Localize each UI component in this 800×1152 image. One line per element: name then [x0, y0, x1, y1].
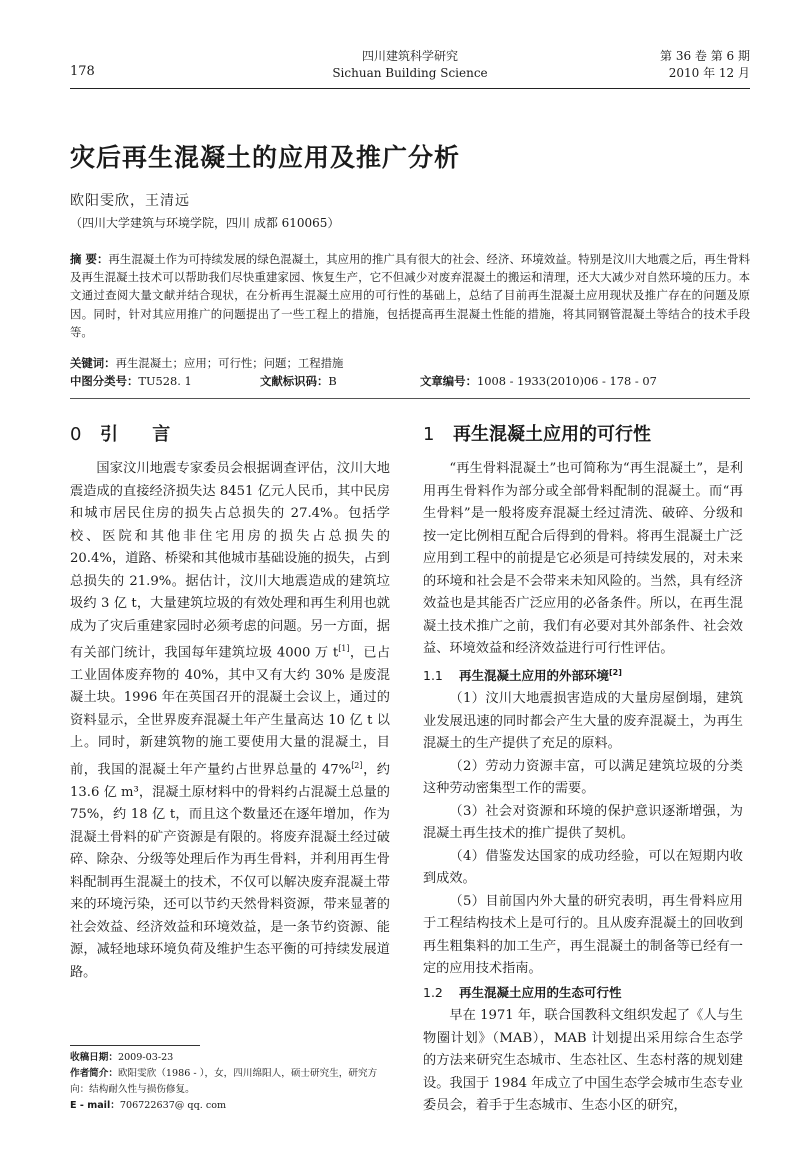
header-rule	[70, 88, 750, 89]
footnotes	[70, 1050, 390, 1114]
section-0-heading	[70, 424, 390, 454]
journal-name-en: Sichuan Building Science	[332, 66, 488, 80]
document-code	[260, 373, 337, 389]
author-bio-text: 欧阳雯欣（1986 - ），女，四川绵阳人，硕士研究生，研究方向：结构耐久性与损伤修复。	[70, 1068, 378, 1095]
article-number	[420, 373, 657, 389]
author-email	[70, 1098, 390, 1114]
abstract	[70, 250, 750, 341]
subsection-1-2-heading	[423, 982, 743, 1005]
doc-code-label: 文献标识码：	[260, 374, 329, 388]
section-0-title: 引 言	[100, 424, 185, 445]
subsection-1-2-text: 早在 1971 年，联合国教科文组织发起了《人与生物圈计划》（MAB），MAB 计划提出采用综合生态学的方法来研究生态城市、生态社区、生态村落的规划建设。我国于 1984 年成立了中国生态学会城市生态专业委员会，着手于生态城市、生态小区的研究，	[423, 1008, 743, 1114]
citation-ref: [2]	[351, 760, 363, 770]
journal-name-cn: 四川建筑科学研究	[361, 49, 458, 63]
abstract-rule	[70, 398, 750, 399]
para-part-3: ，约 13.6 亿 m³，混凝土原材料中的骨料约占混凝土总量的 75%，约 18 亿 t，而且这个数量还在逐年增加，作为混凝土骨料的矿产资源是有限的。将废弃混凝土经过破碎、除杂、分级等处理后作为再生骨料，并利用再生骨料配制再生混凝土的技术，不仅可以解决废弃混凝土带来的环境污染，还可以节约天然骨料资源，带来显著的社会效益、经济效益和环境效益，是一条节约资源、能源，减轻地球环境负荷及维护生态平衡的可持续发展道路。	[70, 762, 390, 980]
subsection-1-2-number: 1.2	[423, 984, 443, 1000]
list-item: （2）劳动力资源丰富，可以满足建筑垃圾的分类这种劳动密集型工作的需要。	[423, 758, 743, 797]
right-column	[423, 424, 743, 1118]
section-1-heading	[423, 424, 743, 454]
email-label: E - mail：	[70, 1100, 120, 1111]
keywords-text: 再生混凝土；应用；可行性；问题；工程措施	[115, 356, 344, 370]
clc-value: TU528. 1	[138, 374, 192, 388]
email-value: 706722637@ qq. com	[119, 1100, 227, 1111]
received-label: 收稿日期：	[70, 1052, 118, 1063]
received-value: 2009-03-23	[117, 1052, 174, 1063]
issue-info	[660, 48, 750, 82]
para-part-1: 国家汶川地震专家委员会根据调查评估，汶川大地震造成的直接经济损失达 8451 亿元人民币，其中民房和城市居民住房的损失占总损失的 27.4%。包括学校、医院和其他非住宅用房的损失占总损失的 20.4%，道路、桥梁和其他城市基础设施的损失，占到总损失的 21.9%。据估计，汶川大地震造成的建筑垃圾约 3 亿 t，大量建筑垃圾的有效处理和再生利用也就成为了灾后重建家园时必须考虑的问题。另一方面，据有关部门统计，我国每年建筑垃圾 4000 万 t	[70, 461, 390, 661]
para-part-2: ，已占工业固体废弃物的 40%，其中又有大约 30% 是废混凝土块。1996 年在英国召开的混凝土会议上，通过的资料显示，全世界废弃混凝土年产生量高达 10 亿 t 以上。同时，新建筑物的施工要使用大量的混凝土，目前，我国的混凝土年产量约占世界总量的 47%	[70, 645, 391, 778]
list-item: （3）社会对资源和环境的保护意识逐渐增强，为混凝土再生技术的推广提供了契机。	[423, 803, 743, 842]
list-item: （5）目前国内外大量的研究表明，再生骨料应用于工程结构技术上是可行的。且从废弃混凝土的回收到再生粗集料的加工生产，再生混凝土的制备等已经有一定的应用技术指南。	[423, 893, 743, 977]
author-bio	[70, 1066, 390, 1098]
left-column	[70, 424, 390, 984]
subsection-1-1-title: 再生混凝土应用的外部环境	[459, 667, 610, 683]
list-item: （1）汶川大地震损害造成的大量房屋倒塌，建筑业发展迅速的同时都会产生大量的废弃混凝土，为再生混凝土的生产提供了充足的原料。	[423, 691, 743, 752]
citation-ref: [1]	[338, 644, 350, 653]
subsection-1-1-heading	[423, 662, 743, 688]
section-1-number: 1	[423, 424, 435, 445]
keywords	[70, 355, 750, 371]
affiliation: （四川大学建筑与环境学院，四川 成都 610065）	[70, 216, 340, 230]
keywords-label: 关键词：	[70, 356, 116, 370]
subsection-1-2-title: 再生混凝土应用的生态可行性	[459, 984, 622, 1000]
page-number: 178	[70, 64, 95, 79]
abstract-text: 再生混凝土作为可持续发展的绿色混凝土，其应用的推广具有很大的社会、经济、环境效益。特别是汶川大地震之后，再生骨料及再生混凝土技术可以帮助我们尽快重建家园、恢复生产，它不但减少对废弃混凝土的搬运和清理，还大大减少对自然环境的压力。本文通过查阅大量文献并结合现状，在分析再生混凝土应用的可行性的基础上，总结了目前再生混凝土应用现状及推广存在的问题及原因。同时，针对其应用推广的问题提出了一些工程上的措施，包括提高再生混凝土性能的措施，将其同钢管混凝土等结合的技术手段等。	[70, 252, 750, 339]
running-header	[70, 44, 750, 86]
list-item: （4）借鉴发达国家的成功经验，可以在短期内收到成效。	[423, 848, 743, 887]
article-no-value: 1008 - 1933(2010)06 - 178 - 07	[476, 374, 657, 388]
volume-issue: 第 36 卷 第 6 期	[660, 49, 750, 63]
abstract-label: 摘 要：	[70, 252, 109, 266]
section-1-title: 再生混凝土应用的可行性	[453, 424, 651, 445]
clc-number	[70, 373, 192, 389]
received-date	[70, 1050, 390, 1066]
subsection-1-1-number: 1.1	[423, 667, 443, 683]
journal-name	[70, 48, 750, 82]
section-0-number: 0	[70, 424, 82, 445]
authors: 欧阳雯欣，王清远	[70, 193, 190, 209]
article-no-label: 文章编号：	[420, 374, 477, 388]
article-title: 灾后再生混凝土的应用及推广分析	[70, 143, 461, 172]
section-1-intro: “再生骨料混凝土”也可简称为“再生混凝土”，是利用再生骨料作为部分或全部骨料配制的混凝土。而“再生骨料”是一般将废弃混凝土经过清洗、破碎、分级和按一定比例相互配合后得到的骨料。将再生混凝土广泛应用到工程中的前提是它必须是可持续发展的，对未来的环境和社会是不会带来未知风险的。当然，具有经济效益也是其能否广泛应用的必备条件。所以，在再生混凝土技术推广之前，我们有必要对其外部条件、社会效益、环境效益和经济效益进行可行性评估。	[423, 461, 743, 656]
author-bio-label: 作者简介：	[70, 1068, 118, 1079]
section-0-paragraph	[70, 458, 390, 984]
issue-date: 2010 年 12 月	[668, 66, 750, 80]
citation-ref: [2]	[609, 667, 622, 677]
clc-label: 中图分类号：	[70, 374, 139, 388]
doc-code-value: B	[328, 374, 337, 388]
footnote-rule	[70, 1045, 200, 1046]
